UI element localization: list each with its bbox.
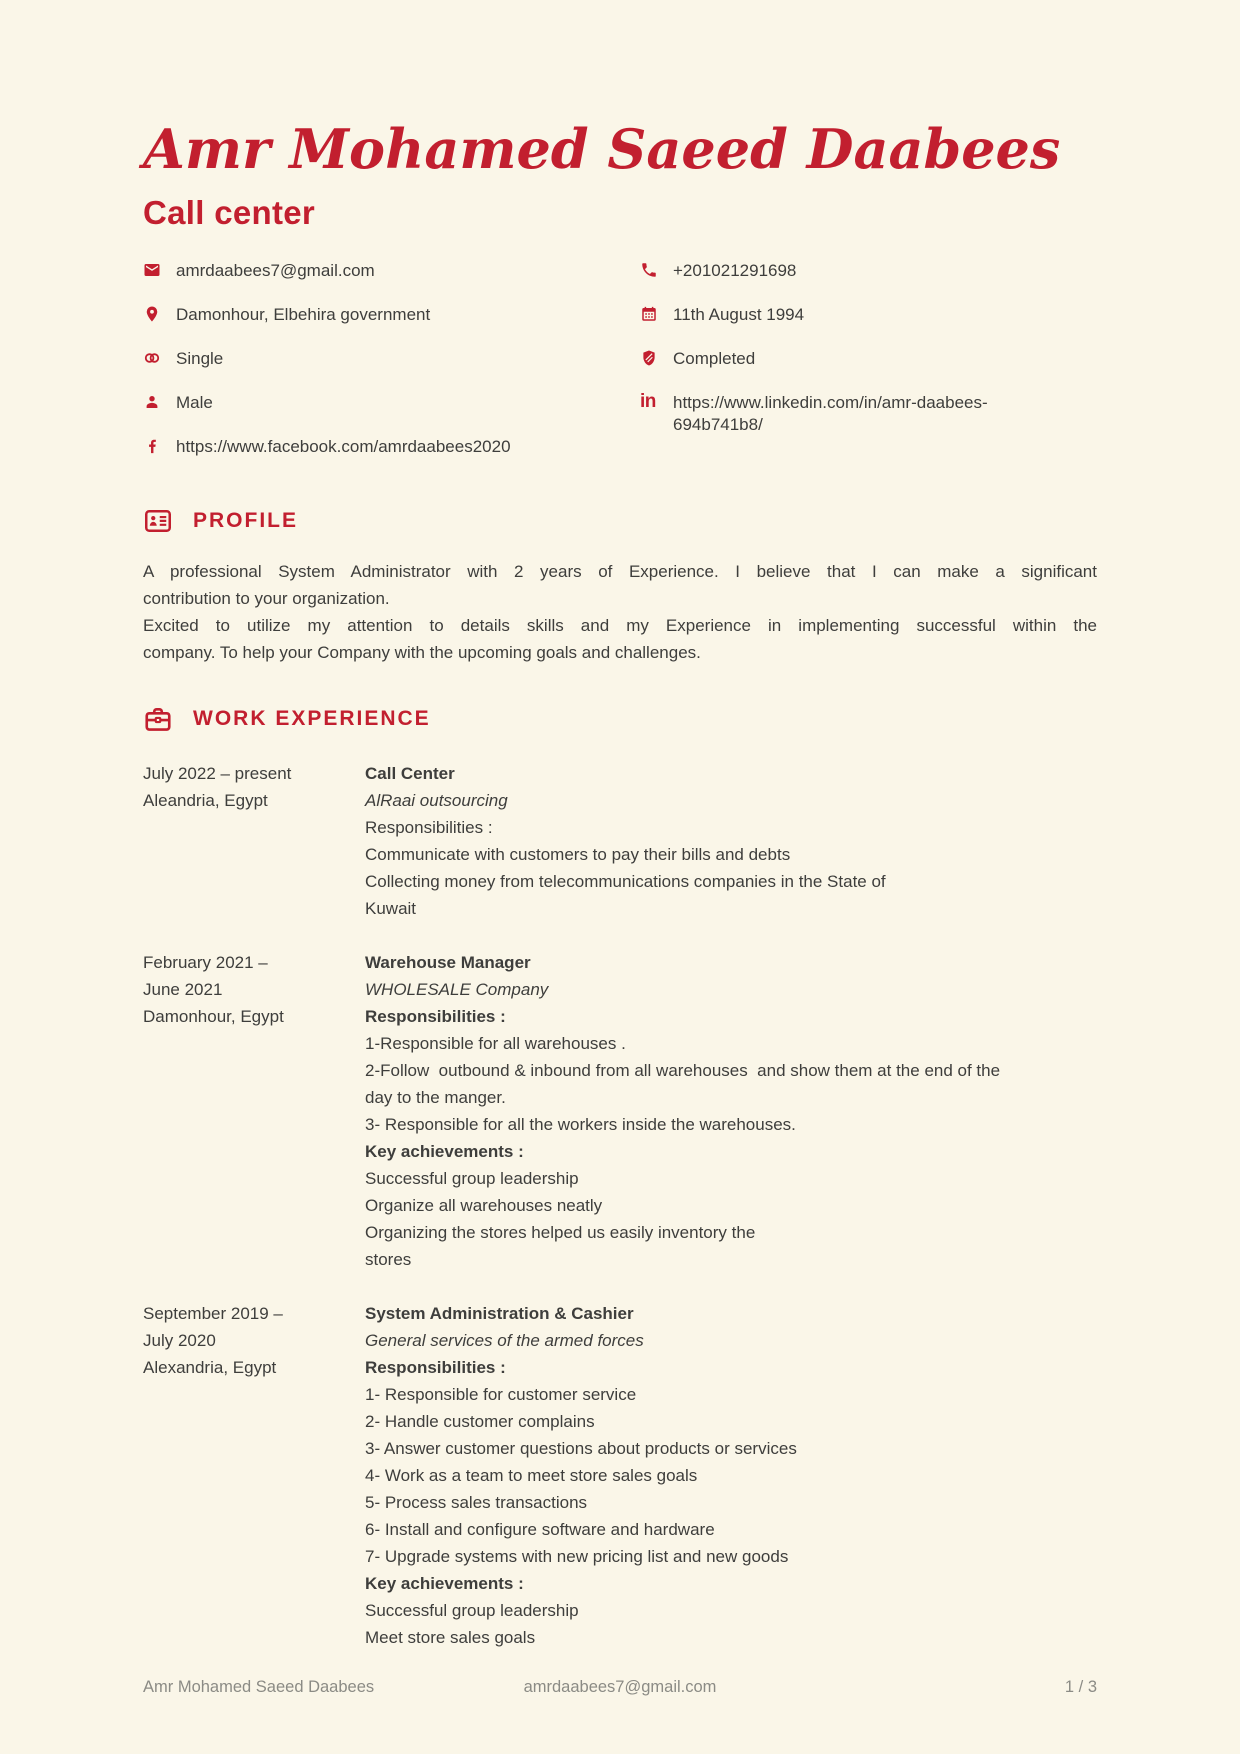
entry-details [365, 949, 1097, 1273]
entry-details [365, 760, 1097, 922]
page-footer [143, 1678, 1097, 1697]
entry-heading-line: System Administration & Cashier [365, 1304, 634, 1324]
gender-icon [143, 393, 161, 411]
work-heading-label: WORK EXPERIENCE [193, 707, 431, 731]
entry-text-line: Kuwait [365, 899, 417, 919]
entry-text-line: Communicate with customers to pay their bills and debts [365, 845, 791, 865]
footer-email: amrdaabees7@gmail.com [523, 1678, 717, 1696]
profile-line: company. To help your Company with the upcoming goals and challenges. [143, 643, 701, 663]
contact-item [143, 392, 640, 414]
location-icon [143, 305, 161, 323]
profile-line: contribution to your organization. [143, 589, 390, 609]
entry-text-line: stores [365, 1250, 412, 1270]
profile-section [143, 506, 1097, 666]
entry-text-line: Successful group leadership [365, 1601, 579, 1621]
contact-item [640, 304, 1097, 326]
profile-line: Excited to utilize my attention to details skills and my Experience in implementing successful within the [143, 616, 1097, 636]
footer-page-number: 1 / 3 [1064, 1678, 1097, 1696]
contact-item [143, 348, 640, 370]
entry-company-line: General services of the armed forces [365, 1331, 644, 1351]
military-status-icon [640, 349, 658, 367]
entry-heading-line: Key achievements : [365, 1142, 524, 1162]
work-entry [143, 949, 1097, 1273]
contact-link[interactable]: https://www.linkedin.com/in/amr-daabees-694b741b8/ [673, 393, 988, 435]
entry-dates-location [143, 949, 365, 1273]
work-experience-section [143, 704, 1097, 1651]
briefcase-icon [143, 704, 173, 734]
contact-item [143, 436, 640, 458]
entry-text-line: Responsibilities : [365, 818, 493, 838]
work-section-heading [143, 704, 1097, 734]
entry-details [365, 1300, 1097, 1651]
entry-text-line: 5- Process sales transactions [365, 1493, 588, 1513]
profile-line: A professional System Administrator with 2 years of Experience. I believe that I can make a significant [143, 562, 1097, 582]
contact-value: Single [176, 349, 224, 369]
contact-item [640, 260, 1097, 282]
entry-heading-line: Responsibilities : [365, 1007, 506, 1027]
facebook-icon [143, 437, 161, 455]
entry-text-line: 1-Responsible for all warehouses . [365, 1034, 626, 1054]
entry-date-line: Damonhour, Egypt [143, 1007, 284, 1027]
entry-text-line: Organizing the stores helped us easily inventory the [365, 1223, 756, 1243]
entry-date-line: June 2021 [143, 980, 223, 1000]
entry-date-line: Alexandria, Egypt [143, 1358, 277, 1378]
person-job-title: Call center [143, 194, 316, 232]
work-entry [143, 1300, 1097, 1651]
entry-company-line: AlRaai outsourcing [365, 791, 508, 811]
contact-column-left [143, 260, 640, 480]
profile-heading-label: PROFILE [193, 509, 299, 533]
entry-date-line: September 2019 – [143, 1304, 283, 1324]
entry-heading-line: Warehouse Manager [365, 953, 531, 973]
entry-heading-line: Call Center [365, 764, 455, 784]
contact-item [143, 304, 640, 326]
entry-text-line: Successful group leadership [365, 1169, 579, 1189]
contact-value: 11th August 1994 [673, 305, 805, 325]
entry-dates-location [143, 760, 365, 922]
person-name: Amr Mohamed Saeed Daabees [143, 117, 1061, 181]
contact-item [143, 260, 640, 282]
work-entries [143, 760, 1097, 1651]
contact-value: amrdaabees7@gmail.com [176, 261, 375, 281]
contact-column-right [640, 260, 1097, 480]
contact-value: Damonhour, Elbehira government [176, 305, 431, 325]
profile-text [143, 558, 1097, 666]
linkedin-icon: in [640, 391, 656, 413]
resume-header [143, 118, 1097, 232]
contact-link[interactable]: https://www.facebook.com/amrdaabees2020 [176, 437, 511, 457]
entry-date-line: July 2022 – present [143, 764, 292, 784]
entry-company-line: WHOLESALE Company [365, 980, 549, 1000]
profile-section-heading [143, 506, 1097, 536]
entry-text-line: 3- Responsible for all the workers inside the warehouses. [365, 1115, 796, 1135]
entry-dates-location [143, 1300, 365, 1651]
contact-section [143, 260, 1097, 480]
id-card-icon [143, 506, 173, 536]
phone-icon [640, 261, 658, 279]
entry-text-line: 7- Upgrade systems with new pricing list and new goods [365, 1547, 789, 1567]
entry-date-line: Aleandria, Egypt [143, 791, 268, 811]
entry-text-line: 1- Responsible for customer service [365, 1385, 637, 1405]
entry-text-line: Organize all warehouses neatly [365, 1196, 603, 1216]
entry-text-line: Collecting money from telecommunications companies in the State of [365, 872, 886, 892]
entry-heading-line: Key achievements : [365, 1574, 524, 1594]
entry-text-line: Meet store sales goals [365, 1628, 536, 1648]
entry-text-line: 3- Answer customer questions about products or services [365, 1439, 797, 1459]
entry-date-line: February 2021 – [143, 953, 268, 973]
marital-status-icon [143, 349, 161, 367]
entry-text-line: 6- Install and configure software and hardware [365, 1520, 715, 1540]
contact-item [640, 392, 1097, 436]
footer-name: Amr Mohamed Saeed Daabees [143, 1678, 375, 1696]
entry-text-line: 4- Work as a team to meet store sales goals [365, 1466, 698, 1486]
contact-value: Male [176, 393, 213, 413]
entry-text-line: day to the manger. [365, 1088, 506, 1108]
email-icon [143, 261, 161, 279]
entry-text-line: 2- Handle customer complains [365, 1412, 595, 1432]
contact-value: Completed [673, 349, 756, 369]
contact-value: +201021291698 [673, 261, 797, 281]
contact-item [640, 348, 1097, 370]
entry-date-line: July 2020 [143, 1331, 216, 1351]
work-entry [143, 760, 1097, 922]
entry-heading-line: Responsibilities : [365, 1358, 506, 1378]
entry-text-line: 2-Follow outbound & inbound from all warehouses and show them at the end of the [365, 1061, 1001, 1081]
birthday-icon [640, 305, 658, 323]
